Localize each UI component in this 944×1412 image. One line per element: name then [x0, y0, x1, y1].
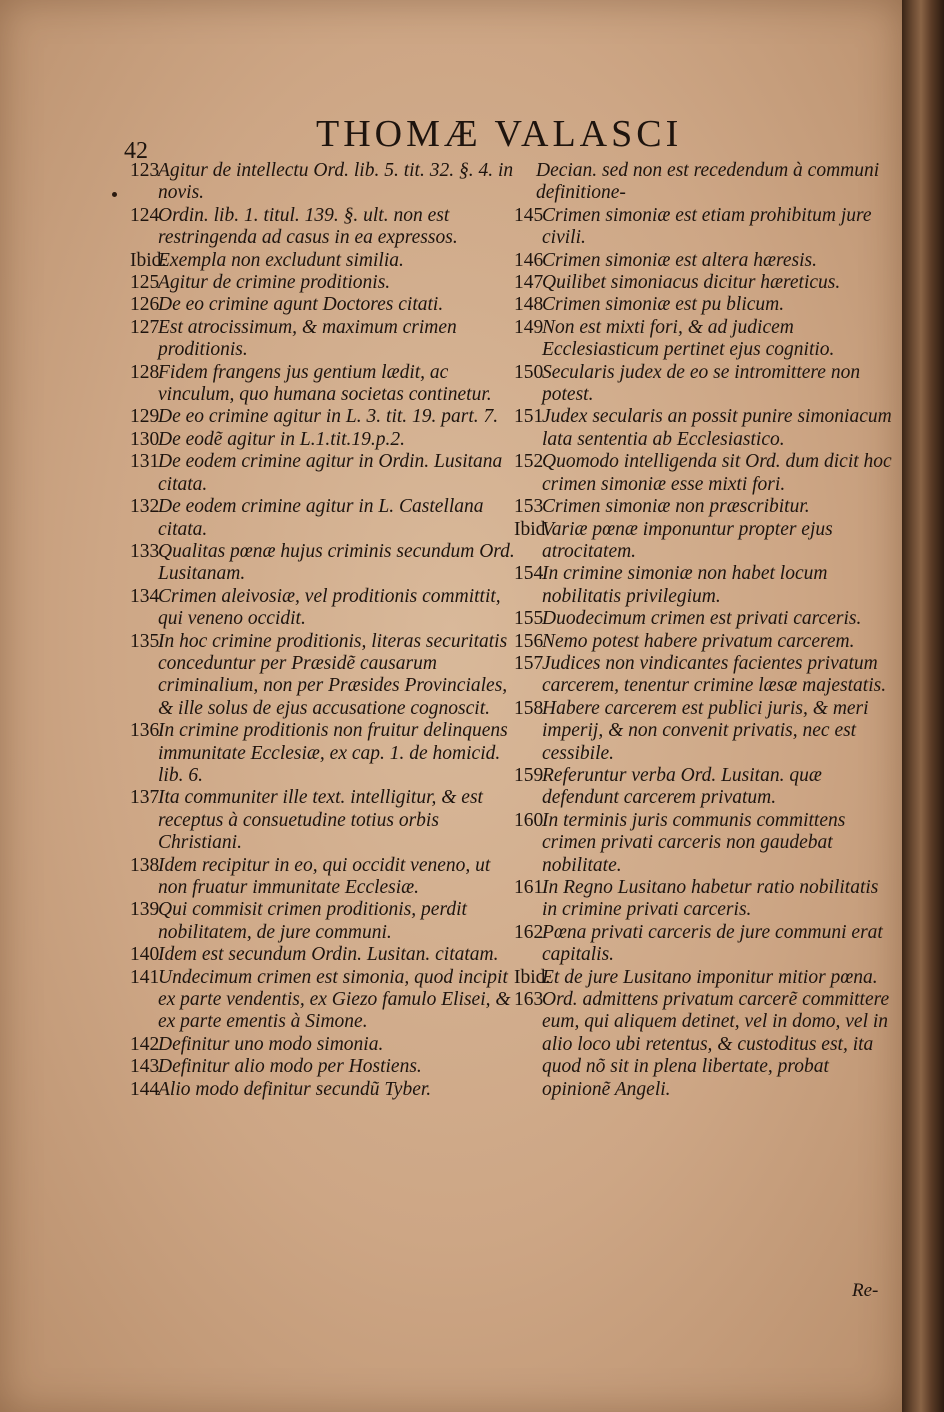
entry-number: Ibid. [514, 966, 551, 988]
index-entry [516, 922, 894, 967]
entry-number: 148 [514, 294, 544, 316]
index-entry [516, 496, 894, 518]
index-entry [132, 944, 520, 966]
entry-text: Pœna privati carceris de jure communi erat capitalis. [542, 921, 883, 966]
entry-number: 138 [130, 854, 160, 876]
entry-number: 143 [130, 1056, 160, 1078]
entry-number: Ibid. [130, 249, 167, 271]
index-entry [516, 160, 894, 205]
index-entry [516, 989, 894, 1101]
entry-text: Definitur alio modo per Hostiens. [158, 1056, 422, 1078]
index-entry [516, 519, 894, 564]
index-entry [516, 272, 894, 294]
entry-number: 149 [514, 316, 544, 338]
index-entry [516, 810, 894, 877]
entry-text: Ordin. lib. 1. titul. 139. §. ult. non est restringenda ad casus in ea expressos. [158, 204, 458, 249]
index-entry [132, 1056, 520, 1078]
entry-text: Idem est secundum Ordin. Lusitan. citatam. [158, 944, 499, 966]
entry-number: 145 [514, 204, 544, 226]
entry-text: Quilibet simoniacus dicitur hæreticus. [542, 272, 841, 294]
entry-number: 155 [514, 608, 544, 630]
entry-number: 129 [130, 406, 160, 428]
entry-number: 147 [514, 272, 544, 294]
entry-text: In crimine proditionis non fruitur delinquens immunitate Ecclesiæ, ex cap. 1. de homicid. lib. 6. [158, 720, 508, 786]
index-entry [132, 1079, 520, 1101]
entry-number: 131 [130, 451, 160, 473]
index-entry [132, 272, 520, 294]
entry-text: Secularis judex de eo se intromittere non potest. [542, 361, 861, 406]
entry-text: Est atrocissimum, & maximum crimen proditionis. [158, 316, 457, 361]
index-entry [132, 451, 520, 496]
entry-number: 126 [130, 294, 160, 316]
entry-text: De eodẽ agitur in L.1.tit.19.p.2. [158, 428, 405, 450]
entry-text: Fidem frangens jus gentium lædit, ac vinculum, quo humana societas continetur. [158, 361, 492, 406]
index-entry [516, 250, 894, 272]
entry-text: Referuntur verba Ord. Lusitan. quæ defendunt carcerem privatum. [542, 764, 822, 809]
entry-text: Exempla non excludunt similia. [158, 249, 404, 271]
entry-number: Ibid. [514, 518, 551, 540]
entry-text: In terminis juris communis committens crimen privati carceris non gaudebat nobilitate. [542, 809, 846, 876]
index-entry [132, 294, 520, 316]
entry-text: De eodem crimine agitur in Ordin. Lusitana citata. [158, 451, 503, 495]
entry-text: Idem recipitur in eo, qui occidit veneno, ut non fruatur immunitate Ecclesiæ. [158, 854, 491, 898]
index-entry [132, 899, 520, 944]
index-entry [132, 429, 520, 451]
index-entry [132, 160, 520, 205]
entry-text: Alio modo definitur secundũ Tyber. [158, 1078, 432, 1100]
entry-text: Agitur de crimine proditionis. [158, 272, 391, 294]
entry-number: 130 [130, 428, 160, 450]
entry-number: 154 [514, 563, 544, 585]
entry-number: 135 [130, 630, 160, 652]
entry-text: In crimine simoniæ non habet locum nobilitatis privilegium. [542, 563, 828, 607]
entry-number: 137 [130, 787, 160, 809]
index-entry [516, 406, 894, 451]
index-entry [516, 362, 894, 407]
entry-text: Variæ pœnæ imponuntur propter ejus atrocitatem. [542, 518, 833, 562]
index-entry [516, 967, 894, 989]
left-column [132, 160, 520, 1101]
entry-number: 161 [514, 877, 544, 898]
index-entry [132, 250, 520, 272]
entry-text: Crimen simoniæ est pu blicum. [542, 294, 785, 316]
entry-text: In Regno Lusitano habetur ratio nobilitatis in crimine privati carceris. [542, 877, 879, 921]
entry-number: 152 [514, 451, 544, 473]
index-entry [516, 698, 894, 765]
entry-number: 159 [514, 764, 544, 786]
entry-text: Ita communiter ille text. intelligitur, & est receptus à consuetudine totius orbis Christiani. [158, 787, 483, 854]
entry-number: 128 [130, 361, 160, 383]
entry-number: 157 [514, 652, 544, 674]
entry-text: Undecimum crimen est simonia, quod incipit ex parte vendentis, ex Giezo famulo Elisei, & ex parte ementis à Simone. [158, 966, 511, 1033]
entry-number: 150 [514, 361, 544, 383]
entry-text: Habere carcerem est publici juris, & meri imperij, & non convenit privatis, nec est cessibile. [542, 697, 869, 764]
entry-text: Quomodo intelligenda sit Ord. dum dicit hoc crimen simoniæ esse mixti fori. [542, 451, 892, 495]
index-entry [132, 205, 520, 250]
entry-number: 153 [514, 496, 544, 518]
index-entry [132, 631, 520, 721]
entry-text: Definitur uno modo simonia. [158, 1033, 384, 1055]
index-entry [132, 967, 520, 1034]
entry-text: Ord. admittens privatum carcerẽ committere eum, qui aliquem detinet, vel in domo, vel in alio loco ubi retentus, & custoditus est, ita quod nõ sit in plena libertate, probat opinionẽ Angeli. [542, 989, 890, 1100]
entry-text: De eo crimine agitur in L. 3. tit. 19. part. 7. [158, 406, 499, 428]
entry-text: Agitur de intellectu Ord. lib. 5. tit. 32. §. 4. in novis. [158, 160, 514, 204]
entry-text: Decian. sed non est recedendum à communi definitione- [536, 160, 880, 204]
index-entry [132, 496, 520, 541]
entry-number: 158 [514, 697, 544, 719]
index-entry [516, 765, 894, 810]
entry-number: 125 [130, 272, 160, 294]
entry-number: 151 [514, 406, 544, 428]
index-entry [516, 563, 894, 608]
index-entry [516, 451, 894, 496]
entry-text: Judex secularis an possit punire simoniacum lata sententia ab Ecclesiastico. [542, 406, 892, 450]
entry-text: De eodem crimine agitur in L. Castellana citata. [158, 496, 484, 540]
entry-number: 144 [130, 1078, 160, 1100]
entry-text: Crimen aleivosiæ, vel proditionis committit, qui veneno occidit. [158, 585, 501, 630]
entry-text: Crimen simoniæ non præscribitur. [542, 496, 810, 518]
index-entry [132, 787, 520, 854]
entry-number: 123 [130, 160, 160, 181]
index-entry [132, 541, 520, 586]
index-entry [132, 406, 520, 428]
entry-text: Qui commisit crimen proditionis, perdit nobilitatem, de jure communi. [158, 899, 467, 943]
entry-text: Qualitas pœnæ hujus criminis secundum Ord. Lusitanam. [158, 540, 515, 585]
index-entry [132, 1034, 520, 1056]
catchword: Re- [852, 1280, 879, 1301]
entry-text: De eo crimine agunt Doctores citati. [158, 294, 444, 316]
ink-spot [112, 192, 117, 197]
entry-number: 162 [514, 921, 544, 943]
index-entry [516, 877, 894, 922]
entry-number: 132 [130, 496, 160, 518]
index-entry [516, 608, 894, 630]
right-column [516, 160, 894, 1101]
entry-number: 156 [514, 630, 544, 652]
index-entry [132, 362, 520, 407]
entry-number: 127 [130, 316, 160, 338]
entry-text: Judices non vindicantes facientes privatum carcerem, tenentur crimine læsæ majestatis. [542, 652, 887, 697]
index-entry [516, 205, 894, 250]
index-entry [516, 294, 894, 316]
entry-text: Crimen simoniæ est altera hæresis. [542, 249, 817, 271]
index-entry [132, 855, 520, 900]
entry-number: 136 [130, 720, 160, 742]
index-entry [516, 653, 894, 698]
entry-number: 133 [130, 540, 160, 562]
index-entry [516, 631, 894, 653]
entry-number: 139 [130, 899, 160, 921]
entry-text: Duodecimum crimen est privati carceris. [542, 608, 862, 630]
page-edge [902, 0, 944, 1412]
entry-text: Et de jure Lusitano imponitur mitior pœna. [542, 966, 878, 988]
index-entry [132, 720, 520, 787]
entry-number: 134 [130, 585, 160, 607]
entry-number: 146 [514, 249, 544, 271]
entry-text: Crimen simoniæ est etiam prohibitum jure civili. [542, 204, 872, 249]
entry-number: 160 [514, 809, 544, 831]
running-title: THOMÆ VALASCI [316, 113, 683, 155]
index-entry [132, 586, 520, 631]
page-number: 42 [124, 138, 148, 164]
entry-number: 124 [130, 204, 160, 226]
entry-number: 163 [514, 989, 544, 1011]
index-entry [516, 317, 894, 362]
entry-number: 142 [130, 1033, 160, 1055]
index-entry [132, 317, 520, 362]
entry-text: In hoc crimine proditionis, literas securitatis conceduntur per Præsidẽ causarum criminalium, non per Præsides Provinciales, & ille solus de ejus accusatione cognoscit. [158, 630, 508, 719]
entry-text: Non est mixti fori, & ad judicem Ecclesiasticum pertinet ejus cognitio. [542, 316, 835, 361]
entry-number: 140 [130, 944, 160, 966]
entry-text: Nemo potest habere privatum carcerem. [542, 630, 855, 652]
entry-number: 141 [130, 966, 160, 988]
